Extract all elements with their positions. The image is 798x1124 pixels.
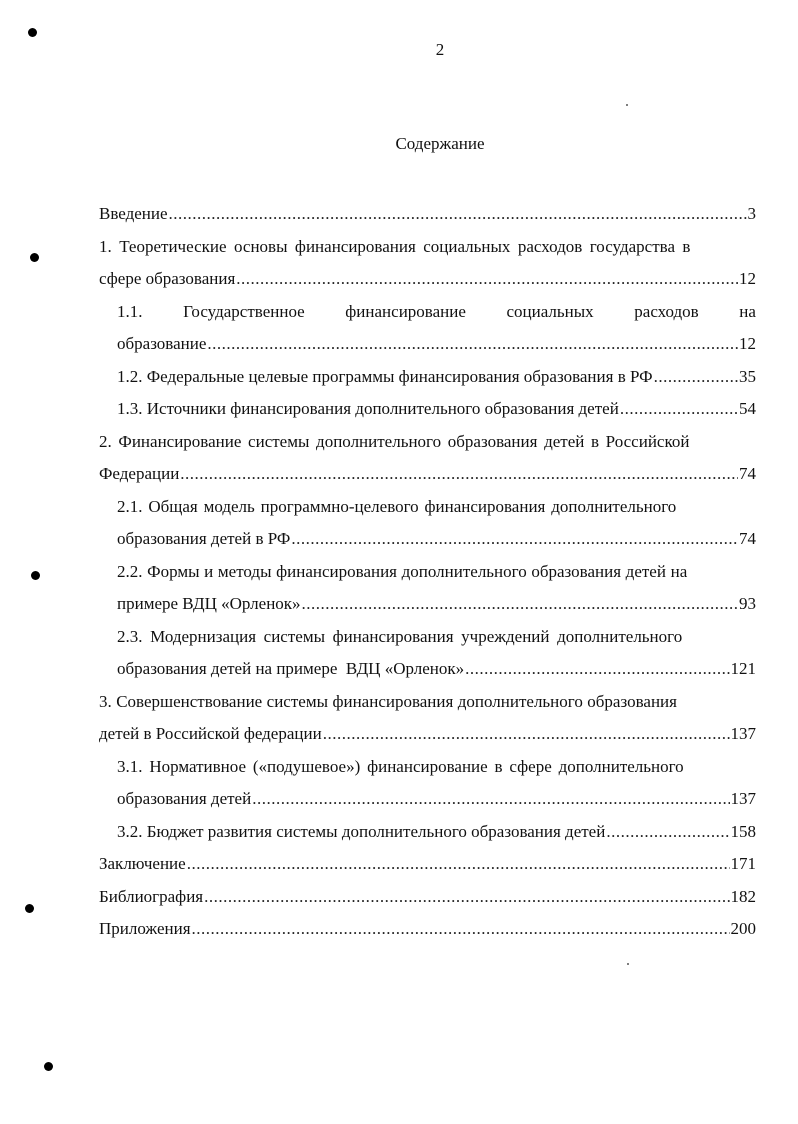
toc-entry-section-3-1 [99, 751, 756, 816]
leader-dots [465, 653, 729, 686]
toc-page-number: 137 [730, 789, 756, 808]
toc-entry-title: Заключение [99, 854, 186, 873]
toc-entry-title: Федерации [99, 464, 180, 483]
toc-entry-title: детей в Российской федерации [99, 724, 322, 743]
leader-dots [204, 881, 729, 914]
toc-entry-title: образования детей [117, 789, 252, 808]
leader-dots [323, 718, 730, 751]
scan-speck [627, 963, 629, 965]
toc-page-number: 74 [739, 464, 756, 483]
toc-page-number: 3 [747, 204, 756, 223]
page-title: Содержание [395, 134, 485, 153]
toc-entry-title: Введение [99, 204, 168, 223]
toc-page-number: 158 [730, 821, 756, 841]
toc-entry-title: 1.2. Федеральные целевые программы финансирования образования в РФ [117, 366, 653, 386]
toc-entry-section-2-1 [99, 491, 756, 556]
toc-entry-chapter-1 [99, 231, 756, 296]
binding-hole-mark [44, 1062, 53, 1071]
toc-entry-title-line: 2.3. Модернизация системы финансирования учреждений дополнительного [117, 626, 683, 646]
table-of-contents [99, 198, 756, 946]
toc-entry-title: Приложения [99, 919, 191, 938]
leader-dots [192, 913, 730, 946]
toc-entry-chapter-2 [99, 426, 756, 491]
toc-entry-section-1-1 [99, 296, 756, 361]
toc-entry-chapter-3 [99, 686, 756, 751]
toc-page-number: 137 [730, 724, 756, 743]
toc-entry-title: образования детей на примере ВДЦ «Орленок» [117, 659, 465, 678]
toc-page-number: 12 [739, 334, 756, 353]
toc-page-number: 171 [730, 854, 756, 873]
toc-entry-appendices [99, 913, 756, 946]
toc-entry-section-1-2 [99, 361, 756, 394]
toc-page-number: 54 [739, 399, 756, 418]
leader-dots [187, 848, 730, 881]
leader-dots [169, 198, 747, 231]
toc-page-number: 121 [730, 659, 756, 678]
page-number: 2 [435, 40, 445, 59]
toc-page-number: 12 [739, 269, 756, 288]
toc-entry-conclusion [99, 848, 756, 881]
toc-entry-title: образования детей в РФ [117, 529, 291, 548]
toc-entry-title-line: 1.1. Государственное финансирование социальных расходов на [117, 301, 756, 321]
binding-hole-mark [28, 28, 37, 37]
toc-entry-title-line: 3. Совершенствование системы финансирования дополнительного образования [99, 691, 677, 711]
toc-entry-title-line: 2.1. Общая модель программно-целевого финансирования дополнительного [117, 496, 677, 516]
toc-entry-section-2-3 [99, 621, 756, 686]
leader-dots [606, 816, 729, 849]
toc-entry-title: сфере образования [99, 269, 236, 288]
toc-page-number: 93 [739, 594, 756, 613]
toc-entry-title: образование [117, 334, 207, 353]
leader-dots [302, 588, 738, 621]
toc-entry-bibliography [99, 881, 756, 914]
toc-entry-title: 3.2. Бюджет развития системы дополнительного образования детей [117, 821, 606, 841]
toc-entry-title-line: 2. Финансирование системы дополнительного образования детей в Российской [99, 431, 690, 451]
leader-dots [207, 328, 738, 361]
leader-dots [620, 393, 738, 426]
leader-dots [236, 263, 738, 296]
toc-page-number: 182 [730, 886, 756, 906]
binding-hole-mark [25, 904, 34, 913]
toc-entry-title-line: 2.2. Формы и методы финансирования дополнительного образования детей на [117, 561, 688, 581]
toc-entry-title: примере ВДЦ «Орленок» [117, 594, 301, 613]
toc-entry-introduction [99, 198, 756, 231]
toc-entry-section-2-2 [99, 556, 756, 621]
toc-entry-section-1-3 [99, 393, 756, 426]
leader-dots [654, 361, 738, 394]
leader-dots [252, 783, 729, 816]
binding-hole-mark [30, 253, 39, 262]
toc-page-number: 74 [739, 529, 756, 548]
toc-entry-title-line: 1. Теоретические основы финансирования социальных расходов государства в [99, 236, 691, 256]
scan-speck [626, 104, 628, 106]
leader-dots [291, 523, 738, 556]
toc-entry-title-line: 3.1. Нормативное («подушевое») финансирование в сфере дополнительного [117, 756, 684, 776]
toc-entry-title: 1.3. Источники финансирования дополнительного образования детей [117, 399, 619, 418]
toc-page-number: 200 [730, 919, 756, 938]
toc-entry-title: Библиография [99, 886, 204, 906]
leader-dots [180, 458, 738, 491]
binding-hole-mark [31, 571, 40, 580]
toc-entry-section-3-2 [99, 816, 756, 849]
toc-page-number: 35 [739, 366, 756, 386]
